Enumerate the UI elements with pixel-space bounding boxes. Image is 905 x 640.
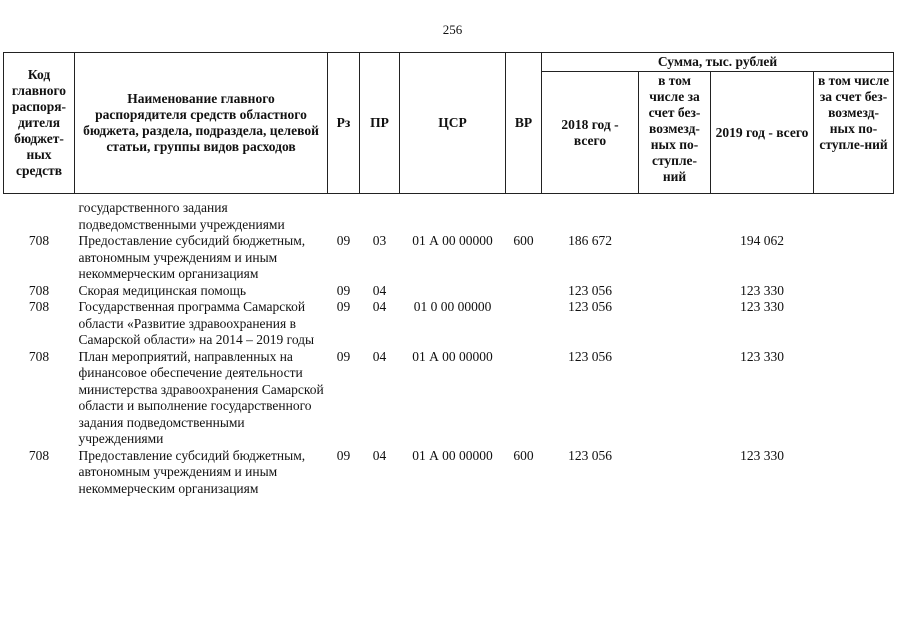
cell-y2018 <box>542 194 639 234</box>
cell-grant2018 <box>639 194 711 234</box>
cell-vr: 600 <box>513 233 534 248</box>
page-number: 256 <box>442 22 463 37</box>
cell-pr: 04 <box>372 447 387 463</box>
table-row <box>4 448 894 498</box>
cell-csr: 01 А 00 00000 <box>412 233 493 248</box>
cell-pr: 04 <box>372 299 387 314</box>
cell-csr <box>400 283 506 300</box>
cell-grant2019 <box>814 349 894 448</box>
cell-y2018: 123 056 <box>568 447 612 463</box>
cell-rz: 09 <box>336 348 351 364</box>
cell-grant2018 <box>639 349 711 448</box>
cell-pr: 04 <box>372 348 387 364</box>
cell-name: Государственная программа Самарской области «Развитие здравоохранения в Самарской области» на 2014 – 2019 годы <box>78 299 315 347</box>
cell-y2019: 194 062 <box>740 233 784 248</box>
cell-name: Предоставление субсидий бюджетным, автономным учреждениям и иным некоммерческим организациям <box>78 447 306 496</box>
cell-rz: 09 <box>336 282 351 298</box>
cell-y2019: 123 330 <box>740 299 784 314</box>
header-rz: Рз <box>328 53 360 194</box>
cell-grant2018 <box>639 299 711 349</box>
cell-name: Скорая медицинская помощь <box>78 282 247 298</box>
cell-grant2019 <box>814 448 894 498</box>
table-row <box>4 233 894 283</box>
cell-vr <box>506 283 542 300</box>
header-code: Код главного распоря-дителя бюджет-ных средств <box>4 53 75 194</box>
cell-grant2018 <box>639 448 711 498</box>
cell-vr: 600 <box>513 447 534 463</box>
cell-csr: 01 А 00 00000 <box>412 447 493 463</box>
cell-y2018: 123 056 <box>568 282 612 298</box>
cell-y2018: 123 056 <box>568 299 612 314</box>
cell-vr <box>506 194 542 234</box>
budget-table <box>3 52 894 497</box>
cell-code: 708 <box>28 348 50 364</box>
header-2018-total: 2018 год - всего <box>542 72 639 194</box>
cell-name: План мероприятий, направленных на финансовое обеспечение деятельности министерства здравоохранения Самарской области и выполнение государственного задания подведомственными учреждениями <box>78 348 324 446</box>
cell-grant2019 <box>814 299 894 349</box>
cell-grant2018 <box>639 283 711 300</box>
cell-y2019: 123 330 <box>740 282 784 298</box>
cell-pr: 04 <box>372 282 387 298</box>
cell-rz: 09 <box>336 447 351 463</box>
cell-y2019 <box>711 194 814 234</box>
cell-pr <box>360 194 400 234</box>
table-row <box>4 194 894 234</box>
cell-code: 708 <box>28 282 50 298</box>
cell-code: 708 <box>28 447 50 463</box>
cell-vr <box>506 299 542 349</box>
header-2019-grant: в том числе за счет без-возмезд-ных по-ступле-ний <box>814 72 894 194</box>
cell-pr: 03 <box>372 233 387 248</box>
header-pr: ПР <box>360 53 400 194</box>
cell-code: 708 <box>28 299 50 314</box>
cell-csr: 01 0 00 00000 <box>413 299 492 314</box>
cell-grant2019 <box>814 194 894 234</box>
cell-rz <box>328 194 360 234</box>
header-vr: ВР <box>506 53 542 194</box>
cell-grant2018 <box>639 233 711 283</box>
table-body <box>4 194 894 498</box>
header-sum: Сумма, тыс. рублей <box>542 53 894 72</box>
table-header <box>4 53 894 194</box>
cell-grant2019 <box>814 283 894 300</box>
cell-csr <box>400 194 506 234</box>
cell-rz: 09 <box>336 299 351 314</box>
header-2019-total: 2019 год - всего <box>711 72 814 194</box>
header-csr: ЦСР <box>400 53 506 194</box>
table-row <box>4 299 894 349</box>
cell-vr <box>506 349 542 448</box>
cell-name: Предоставление субсидий бюджетным, автономным учреждениям и иным некоммерческим организациям <box>78 233 306 281</box>
cell-csr: 01 А 00 00000 <box>412 348 493 364</box>
cell-code: 708 <box>28 233 50 248</box>
cell-grant2019 <box>814 233 894 283</box>
header-name: Наименование главного распорядителя средств областного бюджета, раздела, подраздела, целевой статьи, группы видов расходов <box>75 53 328 194</box>
cell-y2019: 123 330 <box>740 348 784 364</box>
cell-rz: 09 <box>336 233 351 248</box>
cell-y2019: 123 330 <box>740 447 784 463</box>
cell-name: государственного задания подведомственными учреждениями <box>78 200 285 232</box>
table-row <box>4 283 894 300</box>
cell-code <box>4 194 75 234</box>
cell-y2018: 123 056 <box>568 348 612 364</box>
table-row <box>4 349 894 448</box>
cell-y2018: 186 672 <box>568 233 612 248</box>
header-2018-grant: в том числе за счет без-возмезд-ных по-ступле-ний <box>639 72 711 194</box>
